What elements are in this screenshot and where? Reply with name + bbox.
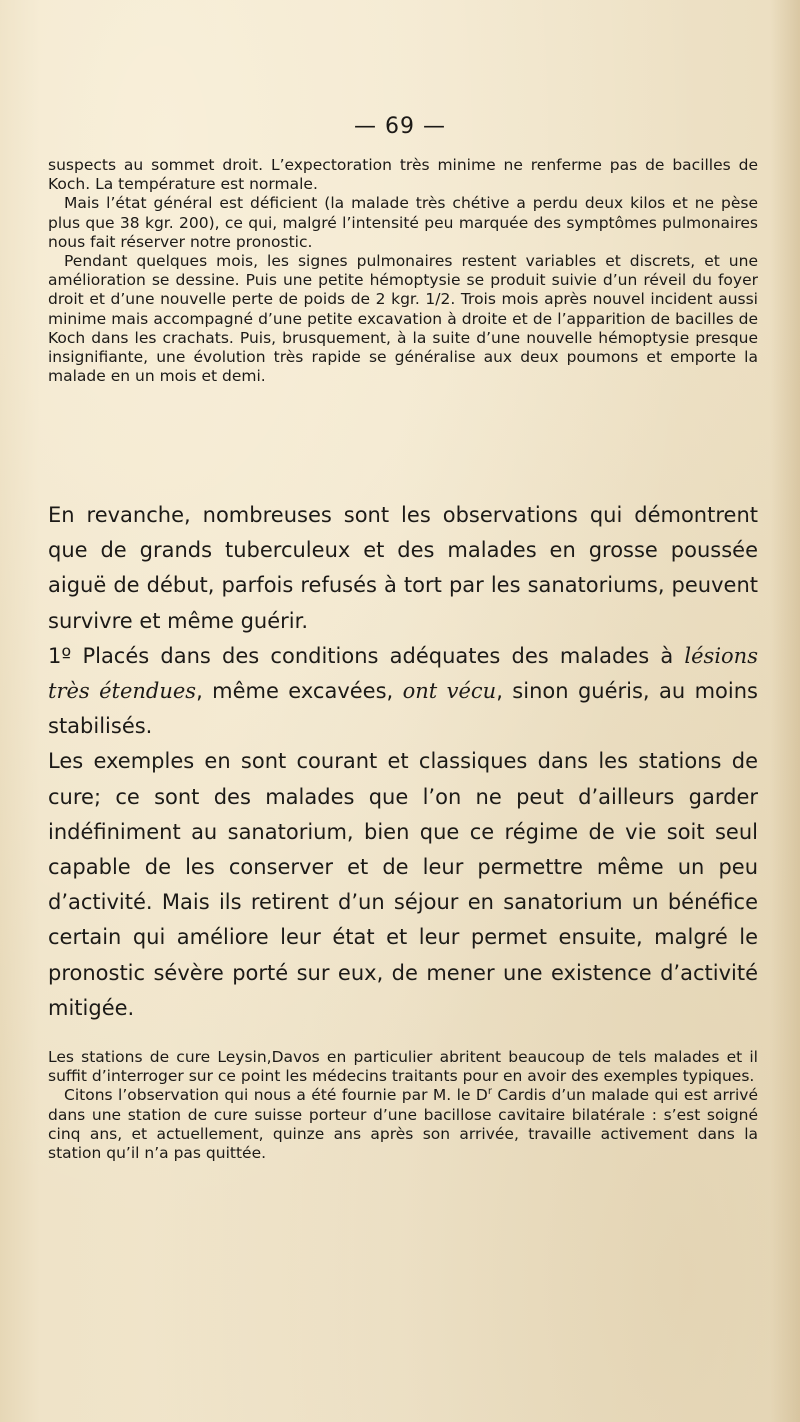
paragraph: Mais l’état général est déficient (la malade très chétive a perdu deux kilos et ne pèse plus que 38 kgr. 200), ce qui, malgré l’intensité peu marquée des symptômes pulmonaires nous fait réserver notre pronostic. xyxy=(48,194,758,251)
text-run: , sinon guéris, au moins stabilisés. xyxy=(48,679,758,739)
superscript: r xyxy=(487,1086,492,1098)
paragraph: suspects au sommet droit. L’expectoration très minime ne renferme pas de bacilles de Koch. La température est normale. xyxy=(48,156,758,194)
page-number: — 69 — xyxy=(354,114,446,139)
paragraph: En revanche, nombreuses sont les observations qui démontrent que de grands tuberculeux et des malades en grosse poussée aiguë de début, parfois refusés à tort par les sanatoriums, peuvent survivre et même guérir. xyxy=(48,503,758,633)
text-run: Cardis d’un malade qui est arrivé dans une station de cure suisse porteur d’une bacillose cavitaire bilatérale : s’est soigné cinq ans, et actuellement, quinze ans après son arrivée, travaille activement dans la station qu’il n’a pas quittée. xyxy=(48,1086,758,1163)
italic-phrase: lésions très étendues xyxy=(48,643,758,704)
paragraph: Les stations de cure Leysin,Davos en particulier abritent beaucoup de tels malades et il suffit d’interroger sur ce point les médecins traitants pour en avoir des exemples typiques. xyxy=(48,1048,758,1086)
numbered-paragraph xyxy=(48,639,758,745)
supporting-observation-text xyxy=(48,1048,758,1163)
text-run: , même excavées, xyxy=(196,679,403,704)
text-run: Citons l’observation qui nous a été fournie par M. le D xyxy=(64,1086,488,1105)
paragraph: Pendant quelques mois, les signes pulmonaires restent variables et discrets, et une amélioration se dessine. Puis une petite hémoptysie se produit suivie d’un réveil du foyer droit et d’une nouvelle perte de poids de 2 kgr. 1/2. Trois mois après nouvel incident aussi minime mais accompagné d’une petite excavation à droite et de l’apparition de bacilles de Koch dans les crachats. Puis, brusquement, à la suite d’une nouvelle hémoptysie presque insignifiante, une évolution très rapide se généralise aux deux poumons et emporte la malade en un mois et demi. xyxy=(48,252,758,386)
main-body-text xyxy=(48,498,758,1026)
case-observation-text xyxy=(48,156,758,386)
text-run: 1º Placés dans des conditions adéquates des malades à xyxy=(48,643,685,668)
paragraph xyxy=(48,1086,758,1163)
paragraph: Les exemples en sont courant et classiques dans les stations de cure; ce sont des malades que l’on ne peut d’ailleurs garder indéfiniment au sanatorium, bien que ce régime de vie soit seul capable de les conserver et de leur permettre même un peu d’activité. Mais ils retirent d’un séjour en sanatorium un bénéfice certain qui améliore leur état et leur permet ensuite, malgré le pronostic sévère porté sur eux, de mener une existence d’activité mitigée. xyxy=(48,749,758,1020)
italic-phrase: ont vécu xyxy=(402,679,497,704)
